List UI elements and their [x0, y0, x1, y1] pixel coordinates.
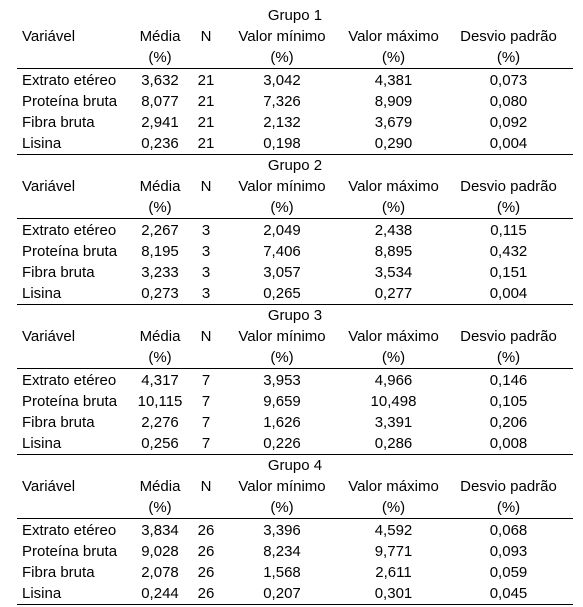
- header-n: N: [200, 178, 212, 195]
- header-min: Valor mínimo (%): [238, 328, 326, 366]
- header-variavel: Variável: [22, 478, 76, 495]
- table-header: [17, 476, 573, 519]
- group-section: [17, 455, 573, 605]
- header-min: Valor mínimo (%): [238, 28, 326, 66]
- header-desvio: Desvio padrão (%): [460, 28, 557, 66]
- group-section: [17, 155, 573, 305]
- header-max: Valor máximo (%): [348, 178, 439, 216]
- header-media: Média (%): [139, 28, 181, 66]
- header-max: Valor máximo (%): [348, 478, 439, 516]
- group-title: Grupo 3: [267, 307, 323, 324]
- header-media: Média (%): [139, 478, 181, 516]
- table-row: Extrato etéreo 4,317 7 3,953 4,966 0,146: [22, 372, 528, 389]
- table-row: Proteína bruta 10,115 7 9,659 10,498 0,105: [22, 393, 528, 410]
- table-row: Lisina 0,244 26 0,207 0,301 0,045: [22, 585, 528, 602]
- table-row: Extrato etéreo 3,632 21 3,042 4,381 0,073: [22, 72, 528, 89]
- header-media: Média (%): [139, 328, 181, 366]
- table-row: Proteína bruta 8,077 21 7,326 8,909 0,080: [22, 93, 528, 110]
- table-row: Lisina 0,256 7 0,226 0,286 0,008: [22, 435, 528, 452]
- table-row: Proteína bruta 8,195 3 7,406 8,895 0,432: [22, 243, 528, 260]
- header-variavel: Variável: [22, 328, 76, 345]
- header-n: N: [200, 28, 212, 45]
- group-title: Grupo 4: [267, 457, 323, 474]
- header-media: Média (%): [139, 178, 181, 216]
- table-row: Extrato etéreo 3,834 26 3,396 4,592 0,068: [22, 522, 528, 539]
- header-min: Valor mínimo (%): [238, 478, 326, 516]
- table-header: [17, 176, 573, 219]
- header-variavel: Variável: [22, 178, 76, 195]
- group-section: [17, 5, 573, 155]
- header-desvio: Desvio padrão (%): [460, 478, 557, 516]
- header-min: Valor mínimo (%): [238, 178, 326, 216]
- header-max: Valor máximo (%): [348, 28, 439, 66]
- header-n: N: [200, 328, 212, 345]
- table-row: Fibra bruta 2,078 26 1,568 2,611 0,059: [22, 564, 528, 581]
- table-row: Extrato etéreo 2,267 3 2,049 2,438 0,115: [22, 222, 527, 239]
- header-desvio: Desvio padrão (%): [460, 328, 557, 366]
- data-table: [17, 5, 573, 605]
- table-row: Fibra bruta 2,276 7 1,626 3,391 0,206: [22, 414, 528, 431]
- group-title: Grupo 2: [267, 157, 323, 174]
- header-max: Valor máximo (%): [348, 328, 439, 366]
- table-row: Fibra bruta 2,941 21 2,132 3,679 0,092: [22, 114, 528, 131]
- group-section: [17, 305, 573, 455]
- header-desvio: Desvio padrão (%): [460, 178, 557, 216]
- group-title: Grupo 1: [267, 7, 323, 24]
- table-header: [17, 26, 573, 69]
- table-row: Fibra bruta 3,233 3 3,057 3,534 0,151: [22, 264, 528, 281]
- header-n: N: [200, 478, 212, 495]
- header-variavel: Variável: [22, 28, 76, 45]
- table-row: Lisina 0,236 21 0,198 0,290 0,004: [22, 135, 528, 152]
- table-row: Lisina 0,273 3 0,265 0,277 0,004: [22, 285, 528, 302]
- table-row: Proteína bruta 9,028 26 8,234 9,771 0,093: [22, 543, 528, 560]
- table-header: [17, 326, 573, 369]
